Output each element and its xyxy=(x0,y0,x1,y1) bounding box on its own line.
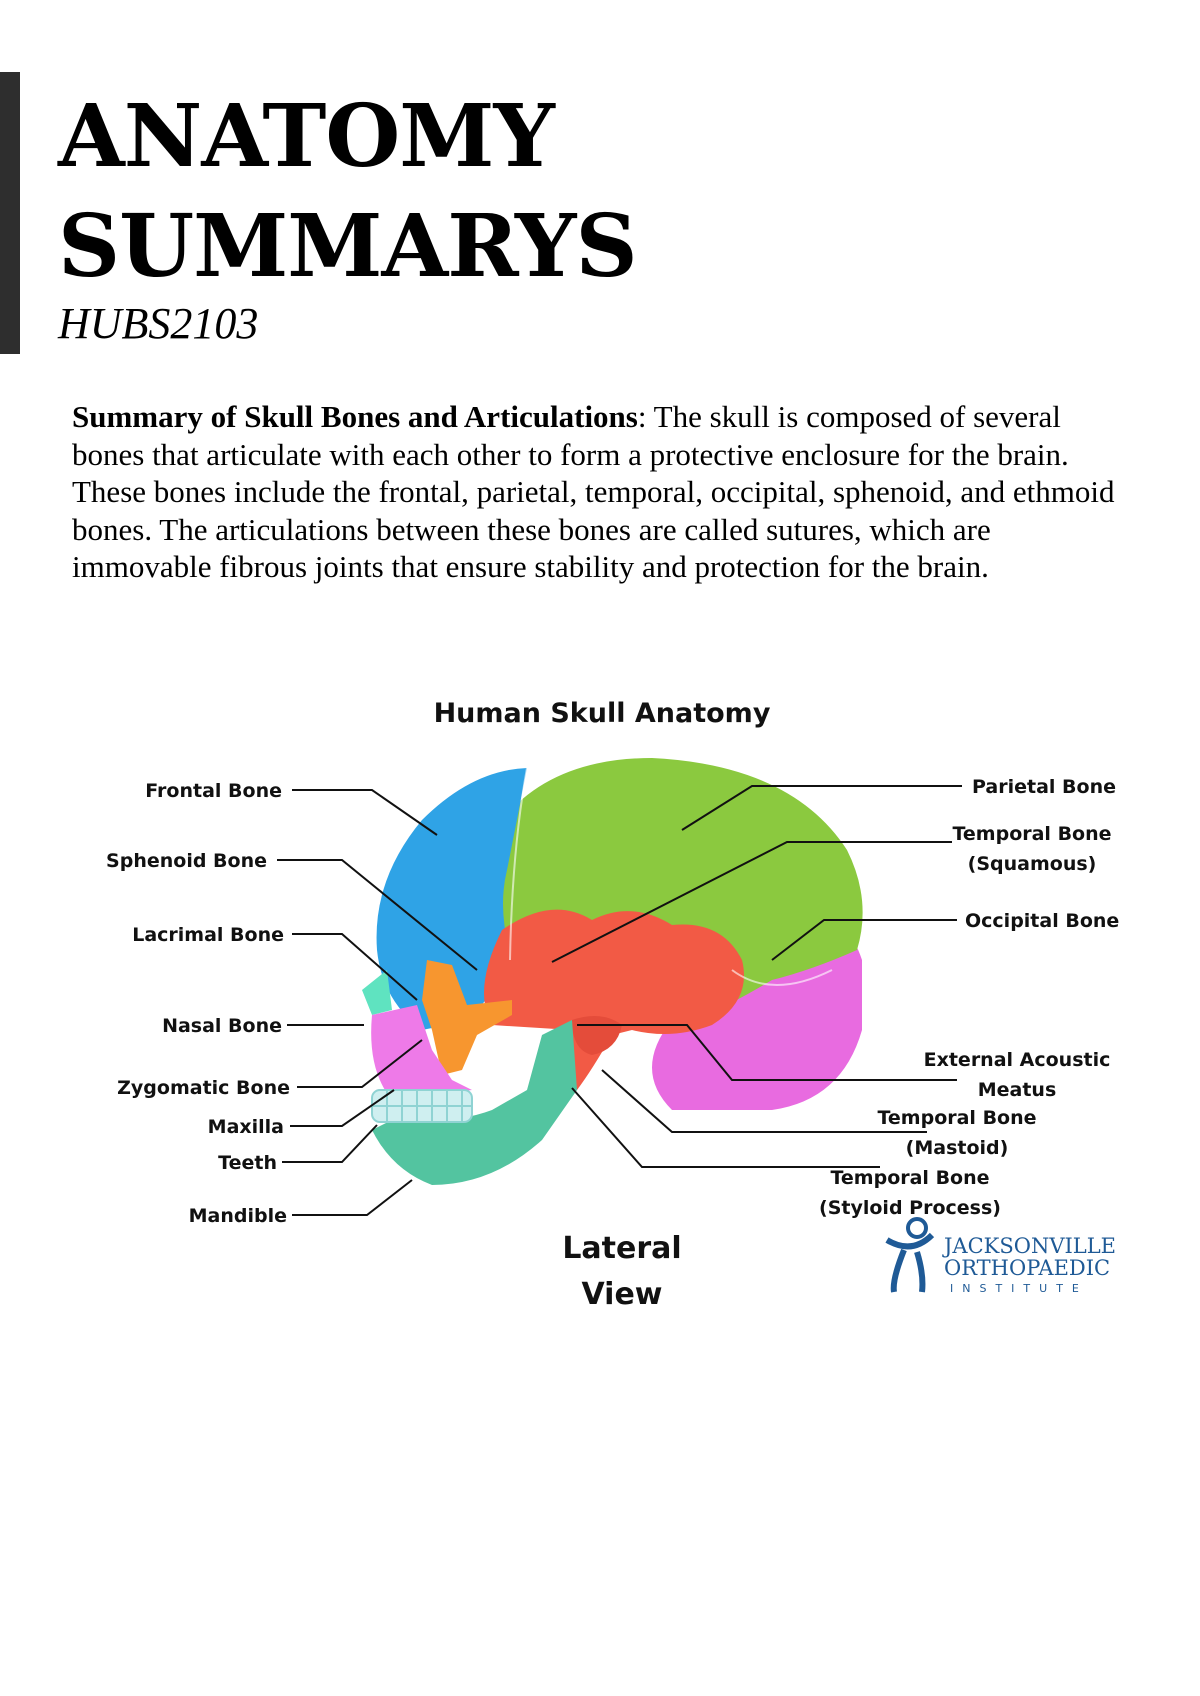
jacksonville-logo xyxy=(887,1219,1116,1295)
title-line-2: SUMMARYS xyxy=(58,196,637,297)
logo-line-2: ORTHOPAEDIC xyxy=(944,1256,1111,1280)
label-temporal-mastoid-2: (Mastoid) xyxy=(905,1137,1009,1159)
accent-bar xyxy=(0,72,20,354)
skull-diagram-svg xyxy=(72,670,1132,1340)
label-temporal-styloid-2: (Styloid Process) xyxy=(819,1197,1001,1219)
label-temporal-mastoid-1: Temporal Bone xyxy=(877,1107,1037,1129)
label-parietal: Parietal Bone xyxy=(972,776,1116,798)
course-code: HUBS2103 xyxy=(58,299,259,348)
logo-figure-head xyxy=(908,1219,926,1237)
label-temporal-squamous-2: (Squamous) xyxy=(967,853,1097,875)
label-teeth: Teeth xyxy=(218,1152,277,1174)
leader-teeth xyxy=(282,1125,377,1162)
summary-separator: : xyxy=(637,399,647,434)
label-sphenoid: Sphenoid Bone xyxy=(106,850,267,872)
view-label-line-1: Lateral xyxy=(562,1231,682,1266)
summary-paragraph xyxy=(72,398,1132,586)
logo-line-3: INSTITUTE xyxy=(950,1282,1088,1295)
logo-figure-arms xyxy=(887,1235,932,1246)
label-lacrimal: Lacrimal Bone xyxy=(132,924,284,946)
label-zygomatic: Zygomatic Bone xyxy=(117,1077,290,1099)
left-labels xyxy=(106,780,290,1227)
title-line-1: ANATOMY xyxy=(58,86,554,187)
nasal-bone xyxy=(362,970,392,1015)
logo-line-1: JACKSONVILLE xyxy=(944,1234,1116,1258)
logo-figure-body xyxy=(894,1250,923,1292)
label-frontal: Frontal Bone xyxy=(145,780,282,802)
skull-illustration xyxy=(362,758,863,1185)
leader-mandible xyxy=(292,1180,412,1215)
label-temporal-styloid-1: Temporal Bone xyxy=(830,1167,990,1189)
label-nasal: Nasal Bone xyxy=(162,1015,282,1037)
label-eam-1: External Acoustic xyxy=(923,1049,1111,1071)
view-label-line-2: View xyxy=(581,1277,663,1312)
summary-text: The skull is composed of several bones that articulate with each other to form a protective enclosure for the brain. These bones include the frontal, parietal, temporal, occipital, sphenoid, and ethmoid bones. The articulations between these bones are called sutures, which are immovable fibrous joints that ensure stability and protection for the brain. xyxy=(72,399,1115,584)
label-mandible: Mandible xyxy=(188,1205,287,1227)
leader-frontal xyxy=(292,790,437,835)
skull-diagram xyxy=(72,670,1132,1340)
summary-heading: Summary of Skull Bones and Articulations xyxy=(72,399,638,434)
page-title xyxy=(58,82,637,302)
diagram-title: Human Skull Anatomy xyxy=(433,698,771,729)
label-occipital: Occipital Bone xyxy=(965,910,1120,932)
label-eam-2: Meatus xyxy=(977,1079,1057,1101)
label-temporal-squamous-1: Temporal Bone xyxy=(952,823,1112,845)
label-maxilla: Maxilla xyxy=(207,1116,284,1138)
